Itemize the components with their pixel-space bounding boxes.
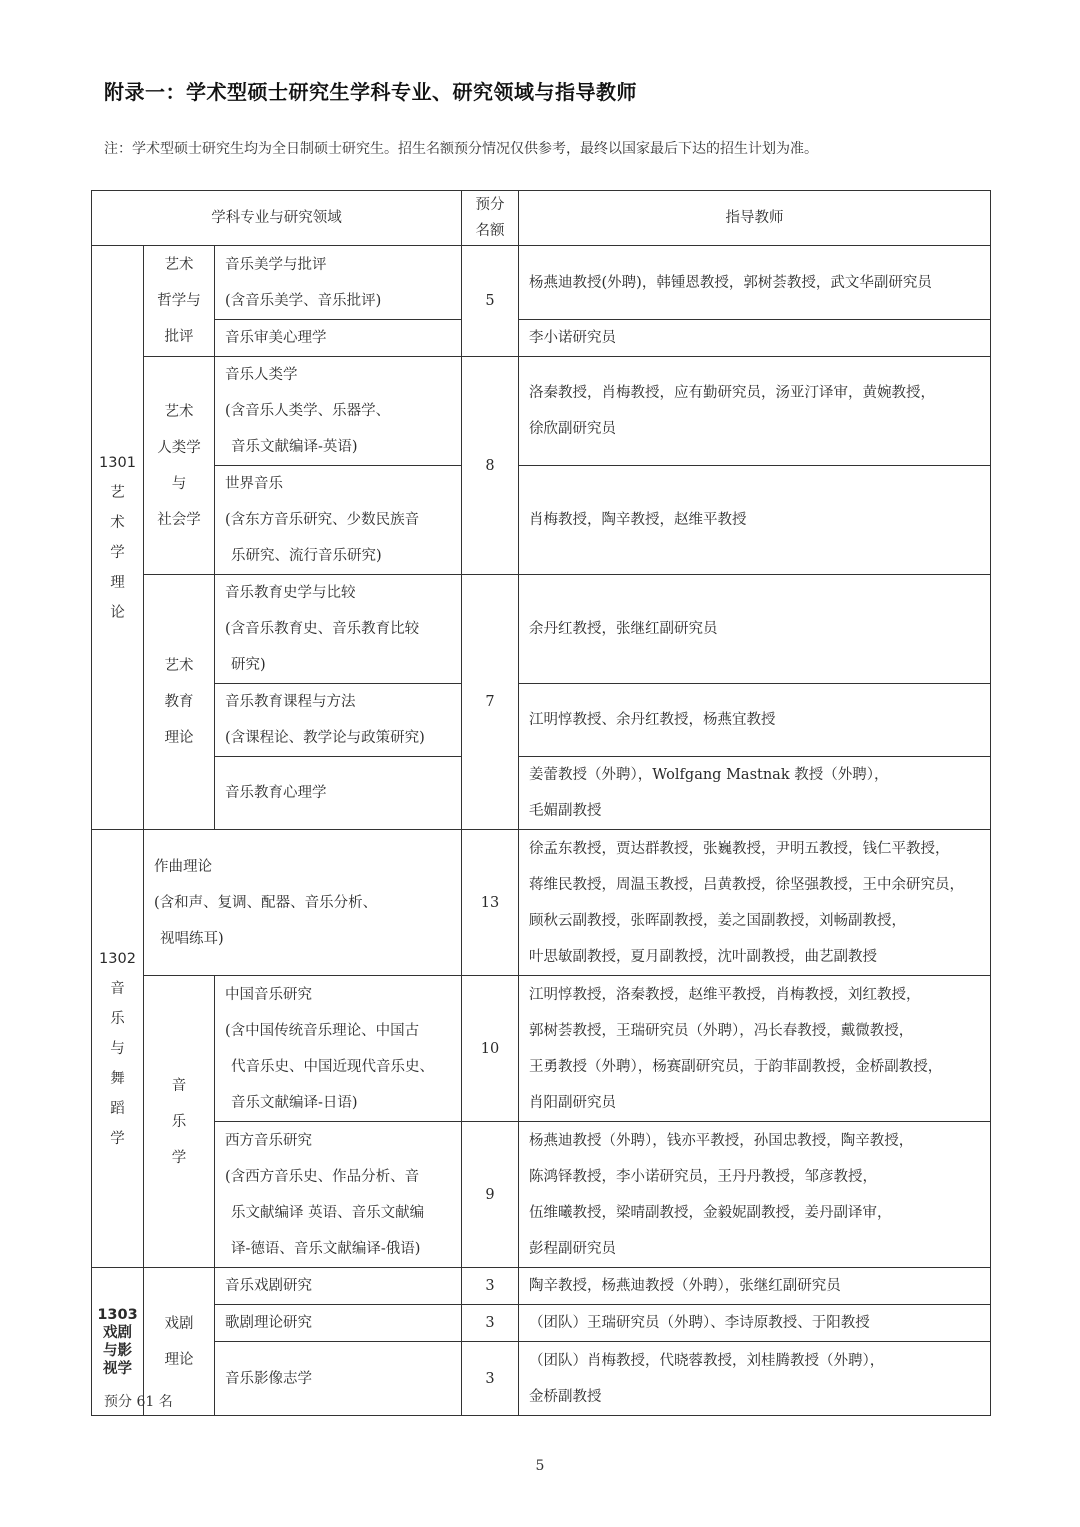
- field-line: (含音乐人类学、乐器学、: [225, 403, 391, 419]
- table-header-row: [92, 191, 991, 246]
- teacher-line: 江明惇教授、余丹红教授，杨燕宜教授: [529, 712, 776, 728]
- research-field: 音乐影像志学: [215, 1342, 462, 1416]
- quota: 13: [462, 830, 519, 976]
- category-line: 音: [171, 1077, 187, 1094]
- research-field: [215, 357, 462, 466]
- discipline-char: 学: [110, 544, 125, 561]
- teacher-line: 顾秋云副教授，张晖副教授，姜之国副教授，刘畅副教授，: [529, 912, 907, 929]
- teacher-line: 徐孟东教授，贾达群教授，张巍教授，尹明五教授，钱仁平教授，: [529, 840, 950, 857]
- field-line: 译-德语、音乐文献编译-俄语): [231, 1240, 421, 1257]
- quota: 8: [462, 357, 519, 575]
- field-line: 音乐美学与批评: [225, 256, 327, 273]
- field-line: 世界音乐: [225, 476, 283, 492]
- discipline-char: 舞: [110, 1070, 125, 1087]
- research-field: [215, 320, 462, 357]
- discipline-name-line: 与影: [103, 1342, 132, 1359]
- table-row: [92, 1268, 991, 1305]
- field-line: 代音乐史、中国近现代音乐史、: [231, 1058, 434, 1075]
- category-line: 戏剧: [164, 1315, 194, 1332]
- category-line: 教育: [164, 694, 194, 710]
- category-line: 哲学与: [157, 293, 201, 309]
- table-row: [92, 575, 991, 684]
- header-field: 学科专业与研究领域: [92, 191, 462, 246]
- quota: 10: [462, 976, 519, 1122]
- teacher-line: 肖阳副研究员: [529, 1094, 617, 1111]
- category-art-philosophy: [144, 246, 215, 357]
- table-row: [92, 757, 991, 830]
- teachers: [519, 757, 991, 830]
- teacher-line: 郭树荟教授，王瑞研究员（外聘），冯长春教授，戴微教授，: [529, 1022, 914, 1039]
- teacher-line: 余丹红教授，张继红副研究员: [529, 621, 718, 637]
- teachers: [519, 830, 991, 976]
- quota: 5: [462, 246, 519, 357]
- header-quota-line2: 名额: [475, 223, 505, 239]
- category-line: 社会学: [157, 511, 201, 528]
- category-musicology: [144, 976, 215, 1268]
- discipline-name-line: 视学: [103, 1360, 132, 1377]
- majors-table: [91, 190, 991, 1416]
- teacher-line: 江明惇教授，洛秦教授，赵维平教授，肖梅教授，刘红教授，: [529, 986, 921, 1003]
- teacher-line: 蒋维民教授，周温玉教授，吕黄教授，徐坚强教授，王中余研究员，: [529, 876, 965, 893]
- teachers: [519, 1268, 991, 1305]
- teacher-line: 叶思敏副教授，夏月副教授，沈叶副教授，曲艺副教授: [529, 948, 878, 965]
- quota: 3: [462, 1305, 519, 1342]
- discipline-char: 学: [110, 1130, 125, 1147]
- teacher-line: 毛媚副教授: [529, 803, 602, 819]
- teachers: [519, 320, 991, 357]
- research-field: [215, 976, 462, 1122]
- category-line: 批评: [164, 329, 194, 345]
- teacher-line: 伍维曦教授，梁晴副教授，金毅妮副教授，姜丹副译审，: [529, 1204, 892, 1221]
- category-line: 艺术: [164, 403, 194, 420]
- field-line: 乐文献编译 英语、音乐文献编: [231, 1204, 425, 1221]
- research-field: [215, 246, 462, 320]
- teachers: [519, 575, 991, 684]
- discipline-1302: [92, 830, 144, 1268]
- research-field: [215, 684, 462, 757]
- teacher-line: 金桥副教授: [529, 1388, 602, 1405]
- teachers: [519, 1342, 991, 1416]
- category-line: 乐: [171, 1113, 187, 1130]
- research-field: 音乐戏剧研究: [215, 1268, 462, 1305]
- header-quota: [462, 191, 519, 246]
- table-row: [92, 357, 991, 466]
- discipline-code: 1303: [97, 1306, 138, 1323]
- field-line: (含东方音乐研究、少数民族音: [225, 512, 420, 528]
- header-quota-line1: 预分: [475, 197, 505, 213]
- discipline-char: 蹈: [110, 1100, 125, 1117]
- table-row: [92, 320, 991, 357]
- header-teachers: 指导教师: [519, 191, 991, 246]
- teacher-line: 陶辛教授，杨燕迪教授（外聘），张继红副研究员: [529, 1278, 841, 1294]
- teachers: [519, 1305, 991, 1342]
- research-field: [215, 1122, 462, 1268]
- teachers: [519, 357, 991, 466]
- discipline-char: 音: [110, 980, 125, 997]
- teachers: [519, 684, 991, 757]
- category-line: 与: [171, 475, 187, 492]
- discipline-1301: [92, 246, 144, 830]
- teacher-line: 徐欣副研究员: [529, 421, 617, 437]
- category-line: 学: [171, 1149, 187, 1166]
- page-title: 附录一：学术型硕士研究生学科专业、研究领域与指导教师: [104, 80, 637, 104]
- field-line: 音乐审美心理学: [225, 330, 327, 346]
- teacher-line: 杨燕迪教授(外聘)，韩锺恩教授，郭树荟教授，武文华副研究员: [529, 274, 932, 291]
- teachers: [519, 246, 991, 320]
- field-line: 音乐教育史学与比较: [225, 585, 356, 601]
- quota: 9: [462, 1122, 519, 1268]
- field-line: 音乐人类学: [225, 367, 298, 383]
- discipline-code: 1302: [99, 950, 136, 967]
- field-line: (含西方音乐史、作品分析、音: [225, 1168, 420, 1185]
- discipline-char: 乐: [110, 1010, 125, 1027]
- quota: 3: [462, 1342, 519, 1416]
- category-art-education: [144, 575, 215, 830]
- category-art-anthropology: [144, 357, 215, 575]
- field-line: 中国音乐研究: [225, 986, 312, 1003]
- research-field: [215, 466, 462, 575]
- quota-total: 预分 61 名: [104, 1394, 173, 1410]
- teacher-line: 陈鸿铎教授，李小诺研究员，王丹丹教授，邹彦教授，: [529, 1168, 878, 1185]
- field-line: (含音乐教育史、音乐教育比较: [225, 621, 420, 637]
- research-field: 歌剧理论研究: [215, 1305, 462, 1342]
- table-row: [92, 246, 991, 320]
- discipline-code: 1301: [99, 454, 136, 471]
- teacher-line: 洛秦教授，肖梅教授，应有勤研究员，汤亚汀译审，黄婉教授，: [529, 385, 936, 401]
- field-line: 作曲理论: [154, 858, 212, 875]
- category-line: 人类学: [157, 439, 201, 456]
- discipline-char: 术: [110, 514, 125, 531]
- table-row: [92, 1305, 991, 1342]
- teacher-line: 姜蕾教授（外聘），Wolfgang Mastnak 教授（外聘），: [529, 767, 889, 783]
- teacher-line: 肖梅教授，陶辛教授，赵维平教授: [529, 512, 747, 528]
- field-line: 西方音乐研究: [225, 1132, 312, 1149]
- discipline-char: 论: [110, 604, 125, 621]
- teacher-line: （团队）王瑞研究员（外聘）、李诗原教授、于阳教授: [529, 1315, 870, 1331]
- note: 注：学术型硕士研究生均为全日制硕士研究生。招生名额预分情况仅供参考，最终以国家最后下达的招生计划为准。: [104, 141, 818, 157]
- teacher-line: 杨燕迪教授（外聘），钱亦平教授，孙国忠教授，陶辛教授，: [529, 1132, 914, 1149]
- table-row: [92, 830, 991, 976]
- field-line: 研究): [231, 657, 266, 673]
- teacher-line: 王勇教授（外聘），杨赛副研究员，于韵菲副教授，金桥副教授，: [529, 1058, 943, 1075]
- research-field: [215, 757, 462, 830]
- field-line: 音乐文献编译-日语): [231, 1094, 358, 1111]
- teachers: [519, 1122, 991, 1268]
- teacher-line: 李小诺研究员: [529, 330, 617, 346]
- quota: 3: [462, 1268, 519, 1305]
- table-row: [92, 976, 991, 1122]
- field-line: 音乐文献编译-英语): [231, 439, 358, 455]
- table-row: [92, 684, 991, 757]
- quota: 7: [462, 575, 519, 830]
- teachers: [519, 466, 991, 575]
- category-line: 理论: [164, 1351, 194, 1368]
- field-line: (含音乐美学、音乐批评): [225, 292, 382, 309]
- teacher-line: 彭程副研究员: [529, 1240, 617, 1257]
- discipline-char: 与: [110, 1040, 125, 1057]
- teacher-line: （团队）肖梅教授，代晓蓉教授，刘桂腾教授（外聘），: [529, 1352, 885, 1369]
- table-row: [92, 1342, 991, 1416]
- field-line: (含和声、复调、配器、音乐分析、: [154, 894, 378, 911]
- table-row: [92, 466, 991, 575]
- table-row: [92, 1122, 991, 1268]
- field-line: 音乐教育心理学: [225, 785, 327, 801]
- teachers: [519, 976, 991, 1122]
- category-line: 理论: [164, 730, 194, 746]
- research-field: [215, 575, 462, 684]
- discipline-char: 理: [110, 574, 125, 591]
- field-line: (含课程论、教学论与政策研究): [225, 730, 425, 746]
- field-line: 乐研究、流行音乐研究): [231, 548, 382, 564]
- research-field-composition: [144, 830, 462, 976]
- category-line: 艺术: [164, 658, 194, 674]
- field-line: 视唱练耳): [160, 930, 224, 947]
- field-line: (含中国传统音乐理论、中国古: [225, 1022, 420, 1039]
- page-number: 5: [535, 1458, 545, 1474]
- discipline-name-line: 戏剧: [103, 1324, 132, 1341]
- discipline-char: 艺: [110, 484, 125, 501]
- field-line: 音乐教育课程与方法: [225, 694, 356, 710]
- category-line: 艺术: [164, 257, 194, 273]
